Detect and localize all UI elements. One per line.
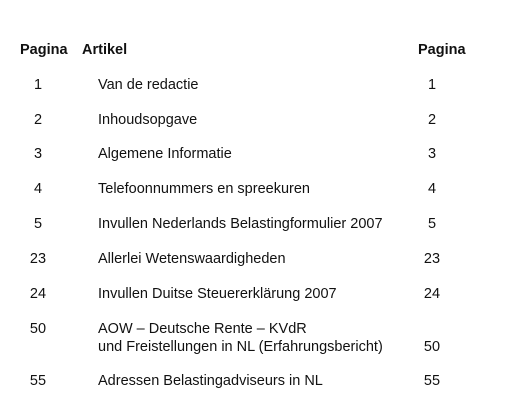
page-number-left: 1 <box>33 77 43 93</box>
article-title-line: Allerlei Wetenswaardigheden <box>98 251 286 267</box>
article-title <box>98 180 310 198</box>
page-number-left: 23 <box>29 251 47 267</box>
article-title <box>98 285 337 303</box>
article-title <box>98 145 232 163</box>
article-title-line: und Freistellungen in NL (Erfahrungsbericht) <box>98 339 383 355</box>
article-title <box>98 215 383 233</box>
article-title-line: Invullen Duitse Steuererklärung 2007 <box>98 286 337 302</box>
article-title-line: Inhoudsopgave <box>98 112 198 128</box>
page-number-left: 4 <box>33 181 43 197</box>
article-title <box>98 250 286 268</box>
header-page-left: Pagina <box>20 42 68 58</box>
page-number-left: 3 <box>33 146 43 162</box>
article-title <box>98 111 197 129</box>
page-number-right: 3 <box>427 146 437 162</box>
article-title-line: Invullen Nederlands Belastingformulier 2007 <box>98 216 383 232</box>
page-number-right: 5 <box>427 216 437 232</box>
page-number-right: 2 <box>427 112 437 128</box>
page-number-left: 55 <box>29 373 47 389</box>
article-title <box>98 320 383 356</box>
article-title <box>98 372 323 390</box>
page-number-left: 5 <box>33 216 43 232</box>
article-title-line: Algemene Informatie <box>98 146 232 162</box>
page-number-left: 2 <box>33 112 43 128</box>
page-number-left: 24 <box>29 286 47 302</box>
page-number-right: 1 <box>427 77 437 93</box>
article-title-line: AOW – Deutsche Rente – KVdR <box>98 321 307 337</box>
header-page-right: Pagina <box>418 42 466 58</box>
page-number-right: 24 <box>423 286 441 302</box>
page-number-left: 50 <box>29 321 47 337</box>
article-title-line: Van de redactie <box>98 77 199 93</box>
page-number-right: 50 <box>423 339 441 355</box>
page-number-right: 23 <box>423 251 441 267</box>
header-article: Artikel <box>82 42 128 58</box>
article-title-line: Adressen Belastingadviseurs in NL <box>98 373 323 389</box>
article-title <box>98 76 199 94</box>
page-number-right: 4 <box>427 181 437 197</box>
page-number-right: 55 <box>423 373 441 389</box>
article-title-line: Telefoonnummers en spreekuren <box>98 181 310 197</box>
